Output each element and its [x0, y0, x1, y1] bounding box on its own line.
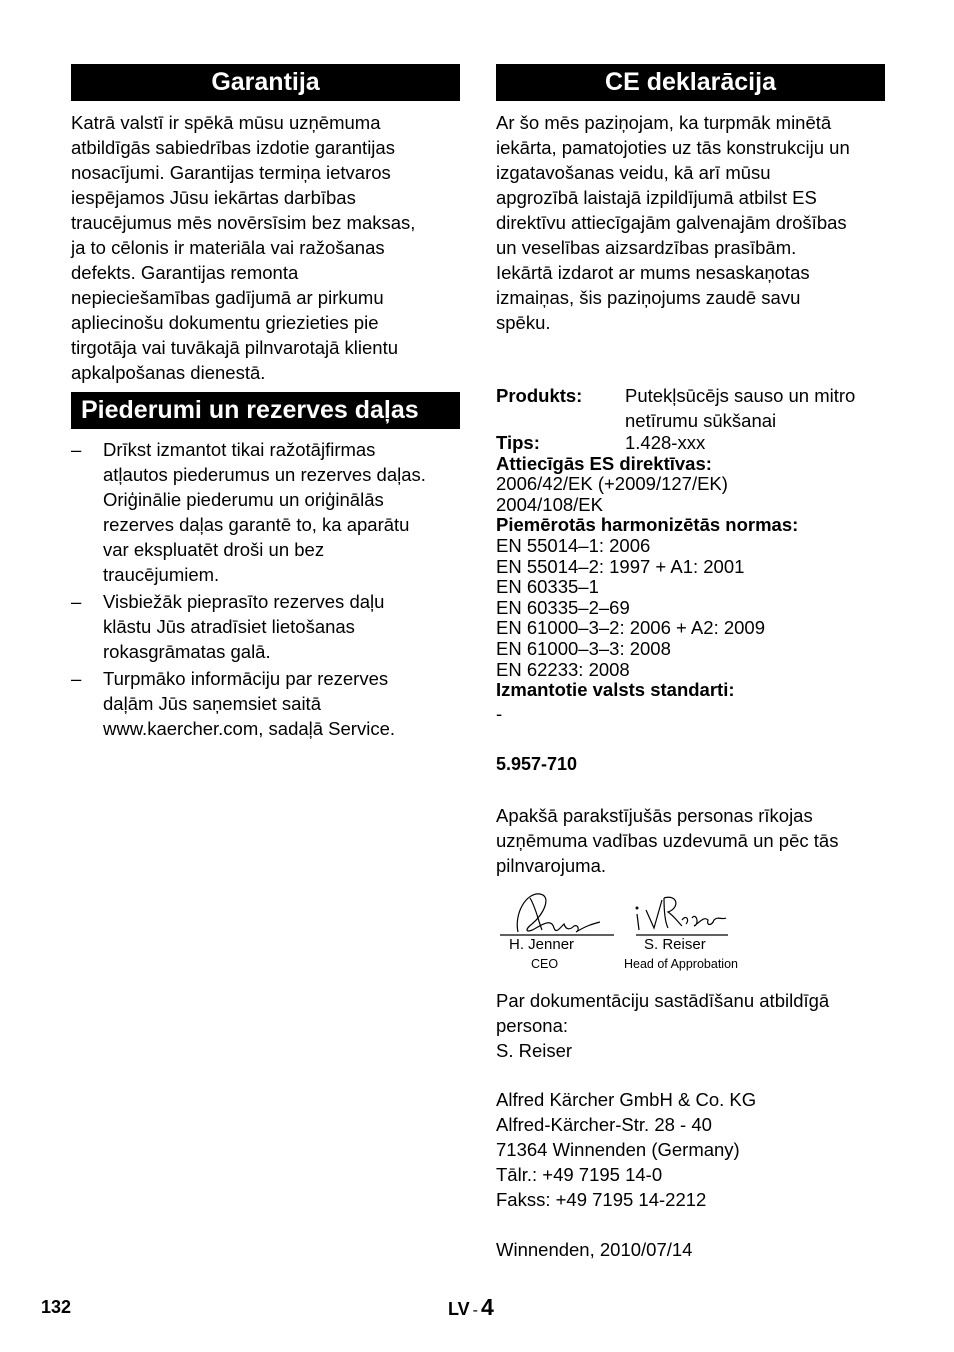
text-line: Tālr.: +49 7195 14-0	[496, 1164, 663, 1185]
text-line: Apakšā parakstījušās personas rīkojas	[496, 805, 813, 826]
list-item	[71, 437, 460, 587]
text-line: Par dokumentāciju sastādīšanu atbildīgā	[496, 990, 830, 1011]
text-line: apkalpošanas dienestā.	[71, 362, 266, 383]
accessories-list	[71, 437, 460, 741]
text-line: un veselības aizsardzības prasībām.	[496, 237, 797, 258]
text-line: spēku.	[496, 312, 551, 333]
list-item	[71, 589, 460, 664]
right-column	[496, 64, 885, 335]
text-line: apgrozībā laistajā izpildījumā atbilst ES	[496, 187, 817, 208]
signature-reiser	[636, 897, 728, 935]
text-line: pilnvarojuma.	[496, 855, 607, 876]
text-line: Ar šo mēs paziņojam, ka turpmāk minētā	[496, 112, 832, 133]
type-value: 1.428-xxx	[625, 432, 706, 453]
norm-item: EN 62233: 2008	[496, 658, 630, 680]
dash-bullet: –	[71, 668, 82, 689]
text-line: ja to cēlonis ir materiāla vai ražošanas	[71, 237, 385, 258]
signatory-role: Head of Approbation	[624, 957, 738, 971]
text-line: rokasgrāmatas galā.	[103, 641, 271, 662]
text-line: traucējumiem.	[103, 564, 220, 585]
text-line: izmaiņas, šis paziņojums zaudē savu	[496, 287, 801, 308]
text-line: atbildīgās sabiedrības izdotie garantijas	[71, 137, 395, 158]
norm-item: EN 60335–2–69	[496, 596, 630, 618]
place-date: Winnenden, 2010/07/14	[496, 1239, 693, 1260]
text-line: Katrā valstī ir spēkā mūsu uzņēmuma	[71, 112, 381, 133]
signature-jenner	[500, 894, 614, 935]
text-line: Drīkst izmantot tikai ražotājfirmas	[103, 439, 376, 460]
text-line: uzņēmuma vadības uzdevumā un pēc tās	[496, 830, 839, 851]
text-line: klāstu Jūs atradīsiet lietošanas	[103, 616, 355, 637]
ce-text	[496, 110, 885, 335]
norm-item: EN 55014–1: 2006	[496, 534, 651, 556]
text-line: direktīvu attiecīgajām galvenajām drošības	[496, 212, 847, 233]
signatory-name: H. Jenner	[509, 936, 575, 953]
text-line: Visbiežāk pieprasīto rezerves daļu	[103, 591, 385, 612]
text-line: Turpmāko informāciju par rezerves	[103, 668, 389, 689]
directive-item: 2006/42/EK (+2009/127/EK)	[496, 473, 728, 495]
text-line: S. Reiser	[496, 1040, 573, 1061]
text-line: var ekspluatēt droši un bez	[103, 539, 325, 560]
separator: -	[472, 1302, 478, 1319]
text-line: Alfred Kärcher GmbH & Co. KG	[496, 1089, 757, 1110]
text-line: daļām Jūs saņemsiet saitā	[103, 693, 321, 714]
norm-item: EN 61000–3–3: 2008	[496, 637, 671, 659]
text-line: apliecinošu dokumentu griezieties pie	[71, 312, 379, 333]
text-line: tirgotāja vai tuvākajā pilnvarotajā klientu	[71, 337, 399, 358]
left-column	[71, 64, 460, 743]
text-line: nosacījumi. Garantijas termiņa ietvaros	[71, 162, 391, 183]
product-row	[496, 383, 896, 433]
dash-bullet: –	[71, 439, 82, 460]
type-label: Tips:	[496, 432, 540, 453]
text-line: izgatavošanas veidu, kā arī mūsu	[496, 162, 771, 183]
type-row	[496, 433, 896, 454]
text-line: Oriģinālie piederumu un oriģinālās	[103, 489, 384, 510]
directive-item: 2004/108/EK	[496, 493, 603, 515]
signature-graphics	[496, 884, 756, 944]
signatory-name: S. Reiser	[644, 936, 706, 953]
signature-intro	[496, 803, 886, 878]
spec-block	[496, 383, 896, 724]
language-code: LV	[448, 1299, 470, 1319]
national-value: -	[496, 702, 503, 724]
text-line: persona:	[496, 1015, 568, 1036]
warranty-text	[71, 110, 460, 385]
accessories-heading: Piederumi un rezerves daļas	[71, 392, 460, 429]
documentation-responsible	[496, 988, 886, 1063]
product-value: netīrumu sūkšanai	[625, 410, 777, 431]
text-line: nepieciešamības gadījumā ar pirkumu	[71, 287, 384, 308]
text-line: iespējamos Jūsu iekārtas darbības	[71, 187, 356, 208]
signatures	[496, 884, 756, 984]
page-number: 132	[41, 1297, 72, 1317]
text-line: atļautos piederumus un rezerves daļas.	[103, 464, 426, 485]
text-line: Alfred-Kärcher-Str. 28 - 40	[496, 1114, 712, 1135]
ce-heading: CE deklarācija	[496, 64, 885, 101]
section-page-number: 4	[481, 1294, 494, 1320]
signatory-role: CEO	[531, 957, 559, 971]
directives-label: Attiecīgās ES direktīvas:	[496, 452, 712, 474]
norm-item: EN 61000–3–2: 2006 + A2: 2009	[496, 617, 765, 639]
norm-item: EN 60335–1	[496, 576, 599, 598]
list-item	[71, 666, 460, 741]
warranty-heading: Garantija	[71, 64, 460, 101]
section-page-label	[448, 1294, 494, 1321]
text-line: Fakss: +49 7195 14-2212	[496, 1189, 707, 1210]
text-line: rezerves daļas garantē to, ka aparātu	[103, 514, 410, 535]
norm-item: EN 55014–2: 1997 + A1: 2001	[496, 555, 745, 577]
text-line: www.kaercher.com, sadaļā Service.	[103, 718, 396, 739]
text-line: iekārta, pamatojoties uz tās konstrukciju un	[496, 137, 850, 158]
text-line: traucējumus mēs novērsīsim bez maksas,	[71, 212, 416, 233]
company-address	[496, 1087, 886, 1212]
product-value: Putekļsūcējs sauso un mitro	[625, 385, 856, 406]
dash-bullet: –	[71, 591, 82, 612]
text-line: Iekārtā izdarot ar mums nesaskaņotas	[496, 262, 810, 283]
national-label: Izmantotie valsts standarti:	[496, 679, 735, 701]
text-line: 71364 Winnenden (Germany)	[496, 1139, 740, 1160]
product-label: Produkts:	[496, 385, 583, 406]
norms-label: Piemērotās harmonizētās normas:	[496, 514, 799, 536]
document-code: 5.957-710	[496, 754, 578, 774]
text-line: defekts. Garantijas remonta	[71, 262, 299, 283]
